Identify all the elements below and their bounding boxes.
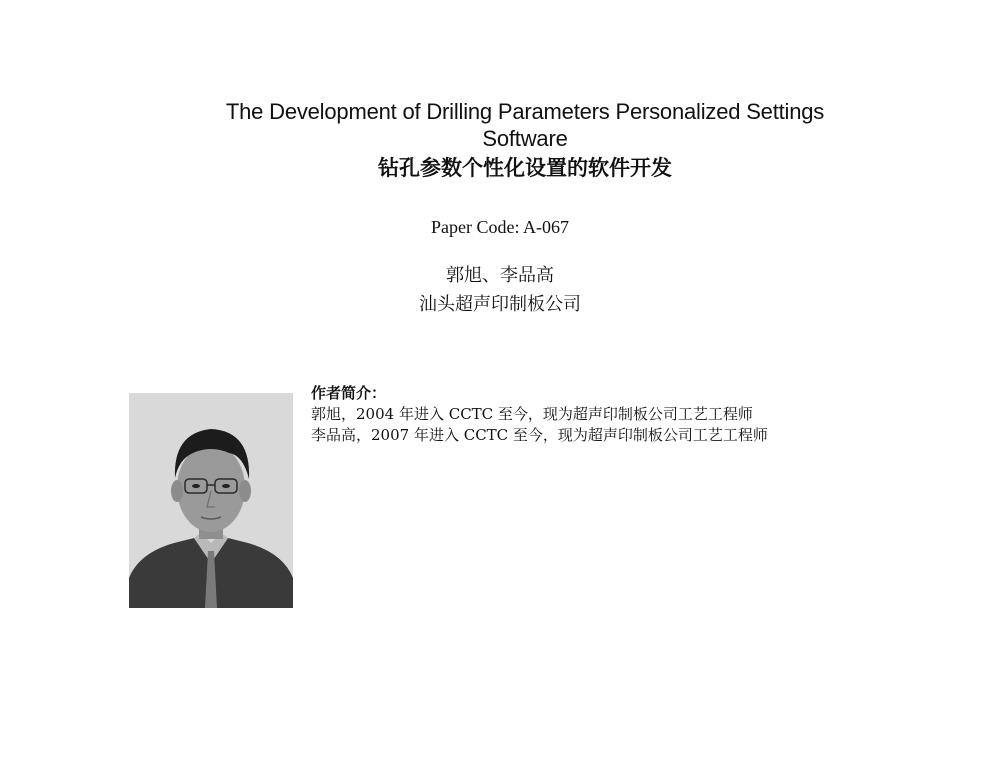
paper-title-english-line-1: The Development of Drilling Parameters Personalized Settings <box>225 99 825 124</box>
author-photo <box>129 393 293 608</box>
title-block <box>150 98 900 182</box>
paper-title-english <box>150 98 900 152</box>
paper-title-chinese: 钻孔参数个性化设置的软件开发 <box>378 156 672 180</box>
bio-entry-1: 郭旭，2004 年进入 CCTC 至今，现为超声印制板公司工艺工程师 <box>311 405 753 423</box>
author-names: 郭旭、李品高 <box>446 265 554 286</box>
author-bio <box>311 382 871 446</box>
bio-heading: 作者简介： <box>311 384 387 402</box>
author-affiliation: 汕头超声印制板公司 <box>419 294 581 315</box>
paper-title-english-line-2: Software <box>482 126 568 151</box>
left-eye-shape <box>192 484 200 488</box>
left-ear-shape <box>171 480 183 502</box>
right-eye-shape <box>222 484 230 488</box>
paper-code: Paper Code: A-067 <box>431 217 569 237</box>
author-portrait-icon <box>129 393 293 608</box>
right-ear-shape <box>239 480 251 502</box>
bio-entry-2: 李品高，2007 年进入 CCTC 至今，现为超声印制板公司工艺工程师 <box>311 426 768 444</box>
